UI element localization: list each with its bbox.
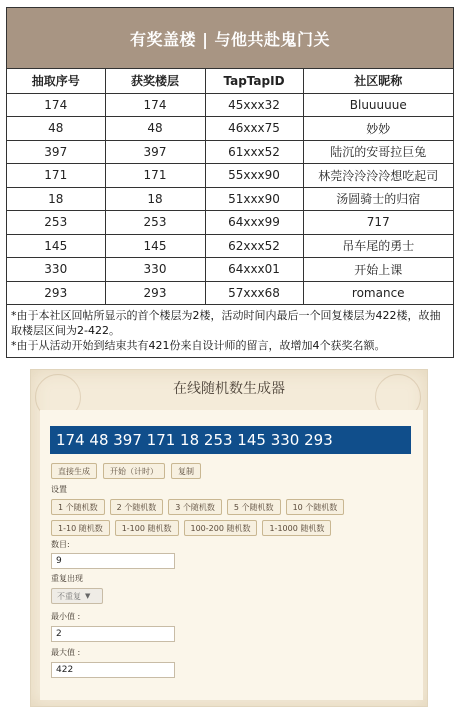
table-notes <box>7 305 453 353</box>
cell-draw-number: 171 <box>7 164 105 188</box>
preset-range-buttons <box>51 520 331 536</box>
cell-nickname: 陆沉的安哥拉巨兔 <box>303 140 453 164</box>
cell-draw-number: 253 <box>7 211 105 235</box>
min-label: 最小值 : <box>51 612 81 621</box>
cell-draw-number: 174 <box>7 93 105 117</box>
range-1-1000-button[interactable]: 1-1000 随机数 <box>262 520 331 536</box>
table-row <box>7 117 453 141</box>
table-row <box>7 140 453 164</box>
cell-winning-floor: 145 <box>105 234 205 258</box>
cell-draw-number: 18 <box>7 187 105 211</box>
repeat-label: 重复出现 <box>51 574 83 583</box>
table-row <box>7 164 453 188</box>
start-timer-button[interactable]: 开始（计时） <box>103 463 165 479</box>
cell-nickname: 林莞泠泠泠泠想吃起司 <box>303 164 453 188</box>
preset-10-numbers-button[interactable]: 10 个随机数 <box>286 499 345 515</box>
cell-winning-floor: 293 <box>105 281 205 305</box>
cell-taptap-id: 61xxx52 <box>205 140 303 164</box>
range-1-10-button[interactable]: 1-10 随机数 <box>51 520 110 536</box>
generator-title: 在线随机数生成器 <box>173 381 285 397</box>
cell-taptap-id: 57xxx68 <box>205 281 303 305</box>
chevron-down-icon: ▼ <box>85 592 91 600</box>
cell-taptap-id: 64xxx01 <box>205 258 303 282</box>
cell-taptap-id: 51xxx90 <box>205 187 303 211</box>
cell-nickname: 汤圆骑士的归宿 <box>303 187 453 211</box>
prize-table-card <box>6 7 454 358</box>
cell-winning-floor: 397 <box>105 140 205 164</box>
header-nickname: 社区昵称 <box>303 69 453 93</box>
cell-taptap-id: 46xxx75 <box>205 117 303 141</box>
cell-winning-floor: 171 <box>105 164 205 188</box>
header-winning-floor: 获奖楼层 <box>105 69 205 93</box>
cell-taptap-id: 45xxx32 <box>205 93 303 117</box>
copy-button[interactable]: 复制 <box>171 463 201 479</box>
table-row <box>7 187 453 211</box>
cell-taptap-id: 55xxx90 <box>205 164 303 188</box>
generator-body <box>40 410 423 700</box>
table-row <box>7 93 453 117</box>
note-floor-range: *由于本社区回帖所显示的首个楼层为2楼，活动时间内最后一个回复楼层为422楼，故抽取楼层区间为2-422。 <box>11 309 441 337</box>
note-extra-winners: *由于从活动开始到结束共有421份来自设计师的留言，故增加4个获奖名额。 <box>11 339 386 352</box>
cell-winning-floor: 48 <box>105 117 205 141</box>
cell-draw-number: 293 <box>7 281 105 305</box>
cell-draw-number: 397 <box>7 140 105 164</box>
cell-winning-floor: 18 <box>105 187 205 211</box>
random-number-generator <box>30 369 428 707</box>
min-value-input[interactable]: 2 <box>51 626 175 642</box>
settings-label: 设置 <box>51 485 67 494</box>
cell-winning-floor: 330 <box>105 258 205 282</box>
header-draw-number: 抽取序号 <box>7 69 105 93</box>
cell-winning-floor: 253 <box>105 211 205 235</box>
preset-5-numbers-button[interactable]: 5 个随机数 <box>227 499 281 515</box>
cell-nickname: 717 <box>303 211 453 235</box>
cell-draw-number: 330 <box>7 258 105 282</box>
count-label: 数目: <box>51 540 70 549</box>
range-100-200-button[interactable]: 100-200 随机数 <box>184 520 258 536</box>
cell-nickname: 开始上课 <box>303 258 453 282</box>
cell-nickname: Bluuuuue <box>303 93 453 117</box>
action-buttons <box>51 463 201 479</box>
cell-draw-number: 145 <box>7 234 105 258</box>
count-input[interactable]: 9 <box>51 553 175 569</box>
preset-count-buttons <box>51 499 344 515</box>
cell-taptap-id: 64xxx99 <box>205 211 303 235</box>
table-row <box>7 258 453 282</box>
max-value-input[interactable]: 422 <box>51 662 175 678</box>
cell-draw-number: 48 <box>7 117 105 141</box>
preset-2-numbers-button[interactable]: 2 个随机数 <box>110 499 164 515</box>
prize-table-title: 有奖盖楼 | 与他共赴鬼门关 <box>7 8 453 69</box>
range-1-100-button[interactable]: 1-100 随机数 <box>115 520 179 536</box>
preset-3-numbers-button[interactable]: 3 个随机数 <box>168 499 222 515</box>
cell-nickname: 妙妙 <box>303 117 453 141</box>
preset-1-number-button[interactable]: 1 个随机数 <box>51 499 105 515</box>
generate-button[interactable]: 直接生成 <box>51 463 97 479</box>
header-taptap-id: TapTapID <box>205 69 303 93</box>
result-display: 174 48 397 171 18 253 145 330 293 <box>50 426 411 454</box>
table-row <box>7 211 453 235</box>
max-label: 最大值 : <box>51 648 81 657</box>
cell-winning-floor: 174 <box>105 93 205 117</box>
prize-table <box>7 69 453 305</box>
repeat-select[interactable] <box>51 588 103 604</box>
cell-nickname: 吊车尾的勇士 <box>303 234 453 258</box>
cell-nickname: romance <box>303 281 453 305</box>
table-header-row <box>7 69 453 93</box>
repeat-select-value: 不重复 <box>57 591 81 601</box>
cell-taptap-id: 62xxx52 <box>205 234 303 258</box>
table-row <box>7 281 453 305</box>
table-row <box>7 234 453 258</box>
